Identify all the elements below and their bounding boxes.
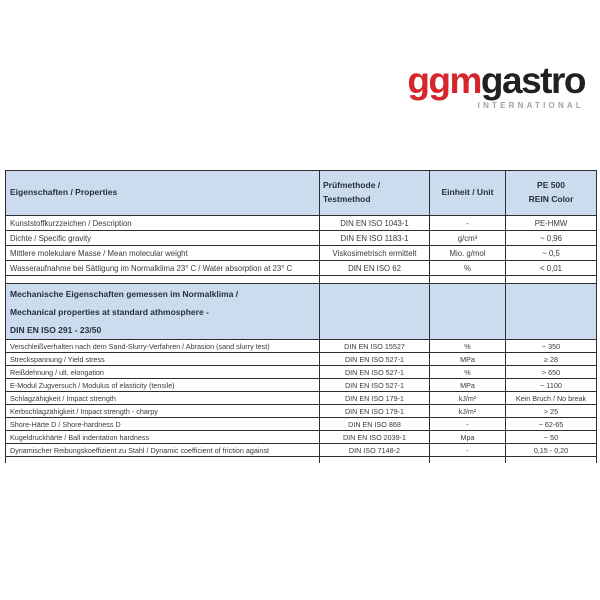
empty-cell xyxy=(320,284,430,340)
property-cell: Dichte / Specific gravity xyxy=(6,231,320,246)
method-cell: DIN EN ISO 179-1 xyxy=(320,392,430,405)
logo-gastro-text: gastro xyxy=(480,60,585,101)
empty-cell xyxy=(506,276,597,284)
value-cell: > 25 xyxy=(506,405,597,418)
value-cell: < 0,01 xyxy=(506,261,597,276)
property-cell: Wasseraufnahme bei Sättigung im Normalklima 23° C / Water absorption at 23° C xyxy=(6,261,320,276)
empty-cell xyxy=(430,276,506,284)
header-testmethod-line1: Prüfmethode / xyxy=(323,180,381,191)
unit-cell: Mpa xyxy=(430,431,506,444)
method-cell: DIN EN ISO 1043-1 xyxy=(320,216,430,231)
empty-cell xyxy=(506,284,597,340)
table-row xyxy=(6,379,597,392)
header-testmethod xyxy=(320,171,430,216)
empty-cell xyxy=(506,457,597,463)
table-row xyxy=(6,431,597,444)
table-row xyxy=(6,444,597,457)
empty-spacer-row xyxy=(6,276,597,284)
section-title-line3: DIN EN ISO 291 - 23/50 xyxy=(10,324,102,335)
logo-subtitle: INTERNATIONAL xyxy=(477,101,584,110)
empty-cell xyxy=(6,457,320,463)
unit-cell: kJ/m² xyxy=(430,392,506,405)
unit-cell: g/cm³ xyxy=(430,231,506,246)
unit-cell: - xyxy=(430,418,506,431)
value-cell: Kein Bruch / No break xyxy=(506,392,597,405)
table-header-row xyxy=(6,171,597,216)
value-cell: 0,15 - 0,20 xyxy=(506,444,597,457)
header-value-line1: PE 500 xyxy=(537,180,565,191)
table-row xyxy=(6,216,597,231)
table-row xyxy=(6,261,597,276)
section-title-cell xyxy=(6,284,320,340)
unit-cell: - xyxy=(430,444,506,457)
unit-cell: kJ/m² xyxy=(430,405,506,418)
method-cell: DIN EN ISO 527-1 xyxy=(320,379,430,392)
unit-cell: % xyxy=(430,261,506,276)
table-row xyxy=(6,405,597,418)
header-value-line2: REIN Color xyxy=(528,194,574,204)
method-cell: DIN EN ISO 868 xyxy=(320,418,430,431)
property-cell: E-Modul Zugversuch / Modulus of elasticity (tensile) xyxy=(6,379,320,392)
header-unit: Einheit / Unit xyxy=(430,171,506,216)
method-cell: DIN EN ISO 1183-1 xyxy=(320,231,430,246)
value-cell: ≥ 28 xyxy=(506,353,597,366)
value-cell: ~ 1100 xyxy=(506,379,597,392)
empty-cell xyxy=(430,284,506,340)
property-cell: Dynamischer Reibungskoeffizient zu Stahl / Dynamic coefficient of friction against xyxy=(6,444,320,457)
unit-cell: % xyxy=(430,340,506,353)
empty-cell xyxy=(320,276,430,284)
unit-cell: - xyxy=(430,216,506,231)
value-cell: ~ 62-65 xyxy=(506,418,597,431)
section-title-line1: Mechanische Eigenschaften gemessen im Normalklima / xyxy=(10,288,239,299)
logo-ggm-text: ggm xyxy=(407,60,481,101)
clipped-partial-row xyxy=(6,457,597,463)
method-cell: Viskosimetrisch ermittelt xyxy=(320,246,430,261)
header-value xyxy=(506,171,597,216)
table-row xyxy=(6,353,597,366)
unit-cell: Mio. g/mol xyxy=(430,246,506,261)
header-properties: Eigenschaften / Properties xyxy=(6,171,320,216)
empty-cell xyxy=(6,276,320,284)
property-cell: Kunststoffkurzzeichen / Description xyxy=(6,216,320,231)
method-cell: DIN EN ISO 2039-1 xyxy=(320,431,430,444)
value-cell: > 650 xyxy=(506,366,597,379)
property-cell: Streckspannung / Yield stress xyxy=(6,353,320,366)
property-cell: Verschleißverhalten nach dem Sand-Slurry-Verfahren / Abrasion (sand slurry test) xyxy=(6,340,320,353)
method-cell: DIN ISO 7148-2 xyxy=(320,444,430,457)
value-cell: ~ 50 xyxy=(506,431,597,444)
logo-wordmark xyxy=(407,62,585,99)
empty-cell xyxy=(430,457,506,463)
table-row xyxy=(6,246,597,261)
empty-cell xyxy=(320,457,430,463)
property-cell: Reißdehnung / ult. elongation xyxy=(6,366,320,379)
property-cell: Mittlere molekulare Masse / Mean molecular weight xyxy=(6,246,320,261)
table-row xyxy=(6,418,597,431)
properties-table xyxy=(5,170,597,463)
value-cell: ~ 350 xyxy=(506,340,597,353)
value-cell: ~ 0,5 xyxy=(506,246,597,261)
table-row xyxy=(6,366,597,379)
method-cell: DIN EN ISO 527-1 xyxy=(320,353,430,366)
section-title-line2: Mechanical properties at standard athmosphere - xyxy=(10,306,209,317)
property-cell: Kugeldruckhärte / Ball indentation hardness xyxy=(6,431,320,444)
table-row xyxy=(6,392,597,405)
table-row xyxy=(6,231,597,246)
unit-cell: MPa xyxy=(430,353,506,366)
method-cell: DIN EN ISO 62 xyxy=(320,261,430,276)
property-cell: Kerbschlagzähigkeit / Impact strength - charpy xyxy=(6,405,320,418)
property-cell: Shore-Härte D / Shore-hardness D xyxy=(6,418,320,431)
unit-cell: MPa xyxy=(430,379,506,392)
header-testmethod-line2: Testmethod xyxy=(323,194,371,204)
method-cell: DIN EN ISO 15527 xyxy=(320,340,430,353)
logo xyxy=(407,62,585,110)
section-header-row xyxy=(6,284,597,340)
method-cell: DIN EN ISO 527-1 xyxy=(320,366,430,379)
table-row xyxy=(6,340,597,353)
value-cell: PE-HMW xyxy=(506,216,597,231)
unit-cell: % xyxy=(430,366,506,379)
method-cell: DIN EN ISO 179-1 xyxy=(320,405,430,418)
value-cell: ~ 0,96 xyxy=(506,231,597,246)
property-cell: Schlagzähigkeit / Impact strength xyxy=(6,392,320,405)
